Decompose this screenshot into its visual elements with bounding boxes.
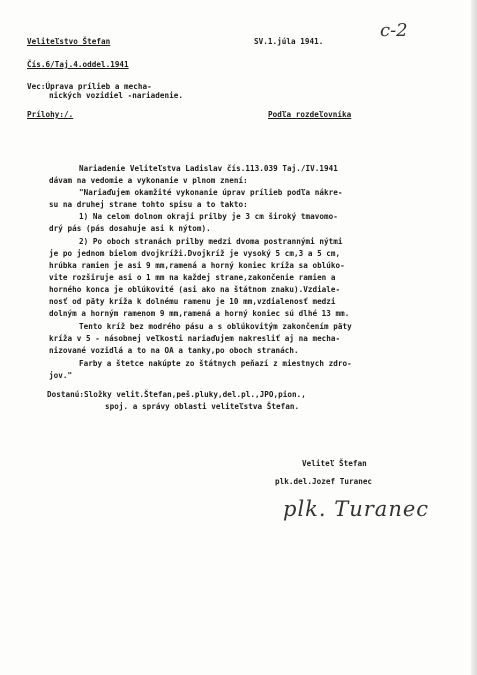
body-line: nosť od päty kríža k dolnému ramenu je 10 mm,vzdialenosť medzi [49,297,336,306]
body-line: nizované vozidlá a to na OA a tanky,po oboch stranách. [49,346,299,355]
copies-line-2: spoj. a správy oblasti veliteľstva Štefan. [105,402,300,411]
attachments-label: Prílohy:/. [27,110,74,119]
body-line: jov." [49,371,73,380]
body-line: Farby a štetce nakúpte zo štátnych peňazí z miestnych zdro- [79,359,352,368]
sender-heading: Veliteľstvo Štefan [27,37,111,46]
body-line: Tento kríž bez modrého pásu a s oblúkovitým zakončením päty [79,322,352,331]
body-line: "Nariaďujem okamžité vykonanie úprav prílieb podľa nákre- [79,188,343,197]
subject-line-1: Vec:Úprava prílieb a mecha- [27,82,152,91]
reference-number: Čís.6/Taj.4.oddel.1941 [27,60,129,69]
signature-title: Veliteľ Štefan [302,459,367,468]
body-line: Nariadenie Veliteľstva Ladislav čís.113.039 Taj./IV.1941 [79,164,338,173]
document-date: SV.1.júla 1941. [254,37,324,46]
body-line: kríža v 5 - násobnej veľkosti nariaďujem nakresliť aj na mecha- [49,334,341,343]
body-line: vite rozširuje asi o 1 mm na každej strane,zakončenie ramien a [49,273,336,282]
body-line: dolným a horným ramenom 9 mm,ramená a horný koniec sú dlhé 13 mm. [49,309,350,318]
signature-name: plk.del.Jozef Turanec [275,477,373,486]
body-line: horného konca je oblúkovité (asi ako na štátnom znaku).Vzdiale- [49,285,341,294]
body-line: 1) Na celom dolnom okraji prilby je 3 cm široký tmavomo- [79,212,338,221]
corner-handwritten-mark: c-2 [380,20,408,41]
copies-line-1: Dostanú:Složky velit.Štefan,peš.pluky,del.pl.,JPO,pion., [47,390,306,399]
page-edge-shadow [471,0,477,675]
body-line: su na druhej strane tohto spisu a to takto: [49,200,248,209]
distribution-heading: Podľa rozdeľovníka [268,110,352,119]
body-line: 2) Po oboch stranách prilby medzi dvoma postrannými nýtmi [79,237,343,246]
body-line: drý pás (pás dosahuje asi k nýtom). [49,224,211,233]
subject-line-2: nických vozidiel -nariadenie. [49,91,184,100]
body-line: dávam na vedomie a vykonanie v plnom znení: [49,176,248,185]
handwritten-signature: plk. Turanec [283,497,430,521]
body-line: hrúbka ramien je asi 9 mm,ramená a horný koniec kríža sa oblúko- [49,261,345,270]
body-line: je po jednom bielom dvojkríži.Dvojkríž je vysoký 5 cm,3 a 5 cm, [49,249,341,258]
